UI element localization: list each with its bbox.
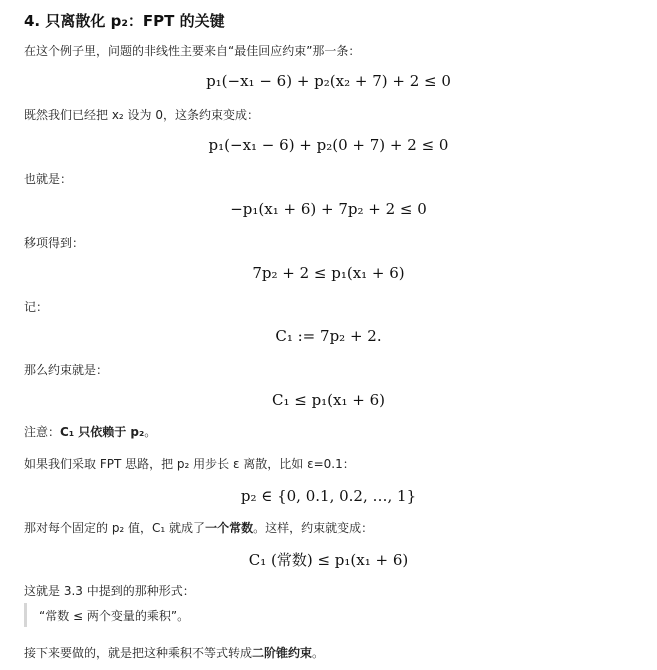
- p9-suffix: 。这样，约束就变成：: [253, 521, 374, 535]
- paragraph-x2-zero: 既然我们已经把 x₂ 设为 0，这条约束变成：: [24, 108, 259, 122]
- equation-c1-constraint: C₁ ≤ p₁(x₁ + 6): [271, 391, 386, 409]
- paragraph-constraint-is: 那么约束就是：: [24, 363, 109, 377]
- note-suffix: 。: [144, 425, 157, 439]
- p9-prefix: 那对每个固定的 p₂ 值，C₁ 就成了: [24, 521, 206, 535]
- paragraph-define: 记：: [24, 300, 49, 314]
- note-prefix: 注意：: [24, 425, 61, 439]
- equation-expanded: −p₁(x₁ + 6) + 7p₂ + 2 ≤ 0: [230, 200, 427, 218]
- equation-c1-definition: C₁ := 7p₂ + 2.: [275, 327, 382, 345]
- equation-substituted: p₁(−x₁ − 6) + p₂(0 + 7) + 2 ≤ 0: [208, 136, 449, 154]
- note-bold: C₁ 只依赖于 p₂: [60, 425, 145, 439]
- paragraph-c1-constant: [24, 520, 373, 536]
- p11-bold: 二阶锥约束: [252, 646, 313, 660]
- paragraph-fpt-discretize: 如果我们采取 FPT 思路，把 p₂ 用步长 ε 离散，比如 ε=0.1：: [24, 457, 355, 471]
- p9-bold: 一个常数: [205, 521, 254, 535]
- equation-best-response: p₁(−x₁ − 6) + p₂(x₂ + 7) + 2 ≤ 0: [206, 72, 451, 90]
- paragraph-that-is: 也就是：: [24, 172, 73, 186]
- section-heading: 4. 只离散化 p₂：FPT 的关键: [24, 12, 225, 30]
- paragraph-form-3-3: 这就是 3.3 中提到的那种形式：: [24, 584, 195, 598]
- paragraph-next-step: [24, 645, 324, 661]
- intro-paragraph: 在这个例子里，问题的非线性主要来自“最佳回应约束”那一条：: [24, 44, 361, 58]
- blockquote: [24, 603, 447, 627]
- equation-constant-constraint: C₁ (常数) ≤ p₁(x₁ + 6): [248, 551, 409, 569]
- paragraph-note: [24, 424, 156, 440]
- equation-p2-grid: p₂ ∈ {0, 0.1, 0.2, …, 1}: [240, 487, 417, 505]
- equation-rearranged: 7p₂ + 2 ≤ p₁(x₁ + 6): [252, 264, 405, 282]
- p11-prefix: 接下来要做的，就是把这种乘积不等式转成: [24, 646, 253, 660]
- p11-suffix: 。: [312, 646, 325, 660]
- paragraph-rearrange: 移项得到：: [24, 236, 85, 250]
- blockquote-text: “常数 ≤ 两个变量的乘积”。: [39, 609, 190, 623]
